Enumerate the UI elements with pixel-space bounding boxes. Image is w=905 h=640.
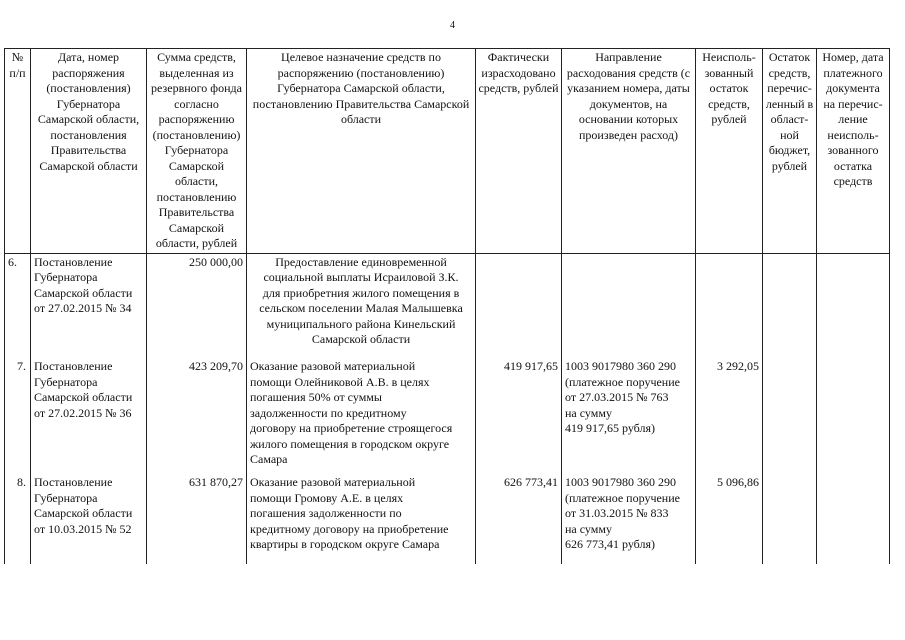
row-payment-doc xyxy=(817,474,890,564)
row-document: Постановление Губернатора Самарской области от 10.03.2015 № 52 xyxy=(31,474,147,564)
header-number: № п/п xyxy=(5,49,31,254)
row-unused: 5 096,86 xyxy=(696,474,763,564)
row-payment-doc xyxy=(817,253,890,358)
table-row xyxy=(5,358,890,474)
row-unused xyxy=(696,253,763,358)
row-purpose: Оказание разовой материальной помощи Громову А.Е. в целях погашения задолженности по кредитному договору на приобретение квартиры в городском округе Самара xyxy=(247,474,476,564)
header-direction: Направление расходования средств (с указанием номера, даты документов, на основании которых произведен расход) xyxy=(562,49,696,254)
header-spent: Фактически израсходовано средств, рублей xyxy=(476,49,562,254)
row-returned xyxy=(763,474,817,564)
row-spent: 419 917,65 xyxy=(476,358,562,474)
table-row xyxy=(5,474,890,564)
row-returned xyxy=(763,358,817,474)
row-spent xyxy=(476,253,562,358)
row-document: Постановление Губернатора Самарской области от 27.02.2015 № 36 xyxy=(31,358,147,474)
row-unused: 3 292,05 xyxy=(696,358,763,474)
header-payment-doc: Номер, дата платежного документа на перечис-ление неисполь-зованного остатка средств xyxy=(817,49,890,254)
row-purpose: Предоставление единовременной социальной выплаты Исраиловой З.К. для приобретния жилого помещения в сельском поселении Малая Малышевка муниципального района Кинельский Самарской области xyxy=(247,253,476,358)
row-amount: 250 000,00 xyxy=(147,253,247,358)
reserve-fund-table xyxy=(4,48,890,564)
row-document: Постановление Губернатора Самарской области от 27.02.2015 № 34 xyxy=(31,253,147,358)
header-unused: Неисполь-зованный остаток средств, рублей xyxy=(696,49,763,254)
row-number: 8. xyxy=(5,474,31,564)
row-returned xyxy=(763,253,817,358)
row-direction: 1003 9017980 360 290 (платежное поручение от 31.03.2015 № 833 на сумму 626 773,41 рубля) xyxy=(562,474,696,564)
row-purpose: Оказание разовой материальной помощи Олейниковой А.В. в целях погашения 50% от суммы задолженности по кредитному договору на приобретение строящегося жилого помещения в городском округе Самара xyxy=(247,358,476,474)
row-amount: 423 209,70 xyxy=(147,358,247,474)
header-returned: Остаток средств, перечис-ленный в област-ной бюджет, рублей xyxy=(763,49,817,254)
table-row xyxy=(5,253,890,358)
row-payment-doc xyxy=(817,358,890,474)
row-direction xyxy=(562,253,696,358)
row-spent: 626 773,41 xyxy=(476,474,562,564)
row-amount: 631 870,27 xyxy=(147,474,247,564)
header-document: Дата, номер распоряжения (постановления) Губернатора Самарской области, постановления Правительства Самарской области xyxy=(31,49,147,254)
header-purpose: Целевое назначение средств по распоряжению (постановлению) Губернатора Самарской области, постановлению Правительства Самарской области xyxy=(247,49,476,254)
row-number: 7. xyxy=(5,358,31,474)
header-row xyxy=(5,49,890,254)
row-number: 6. xyxy=(5,253,31,358)
row-direction: 1003 9017980 360 290 (платежное поручение от 27.03.2015 № 763 на сумму 419 917,65 рубля) xyxy=(562,358,696,474)
header-amount: Сумма средств, выделенная из резервного фонда согласно распоряжению (постановлению) Губернатора Самарской области, постановлению Правительства Самарской области, рублей xyxy=(147,49,247,254)
page-number: 4 xyxy=(450,20,455,31)
